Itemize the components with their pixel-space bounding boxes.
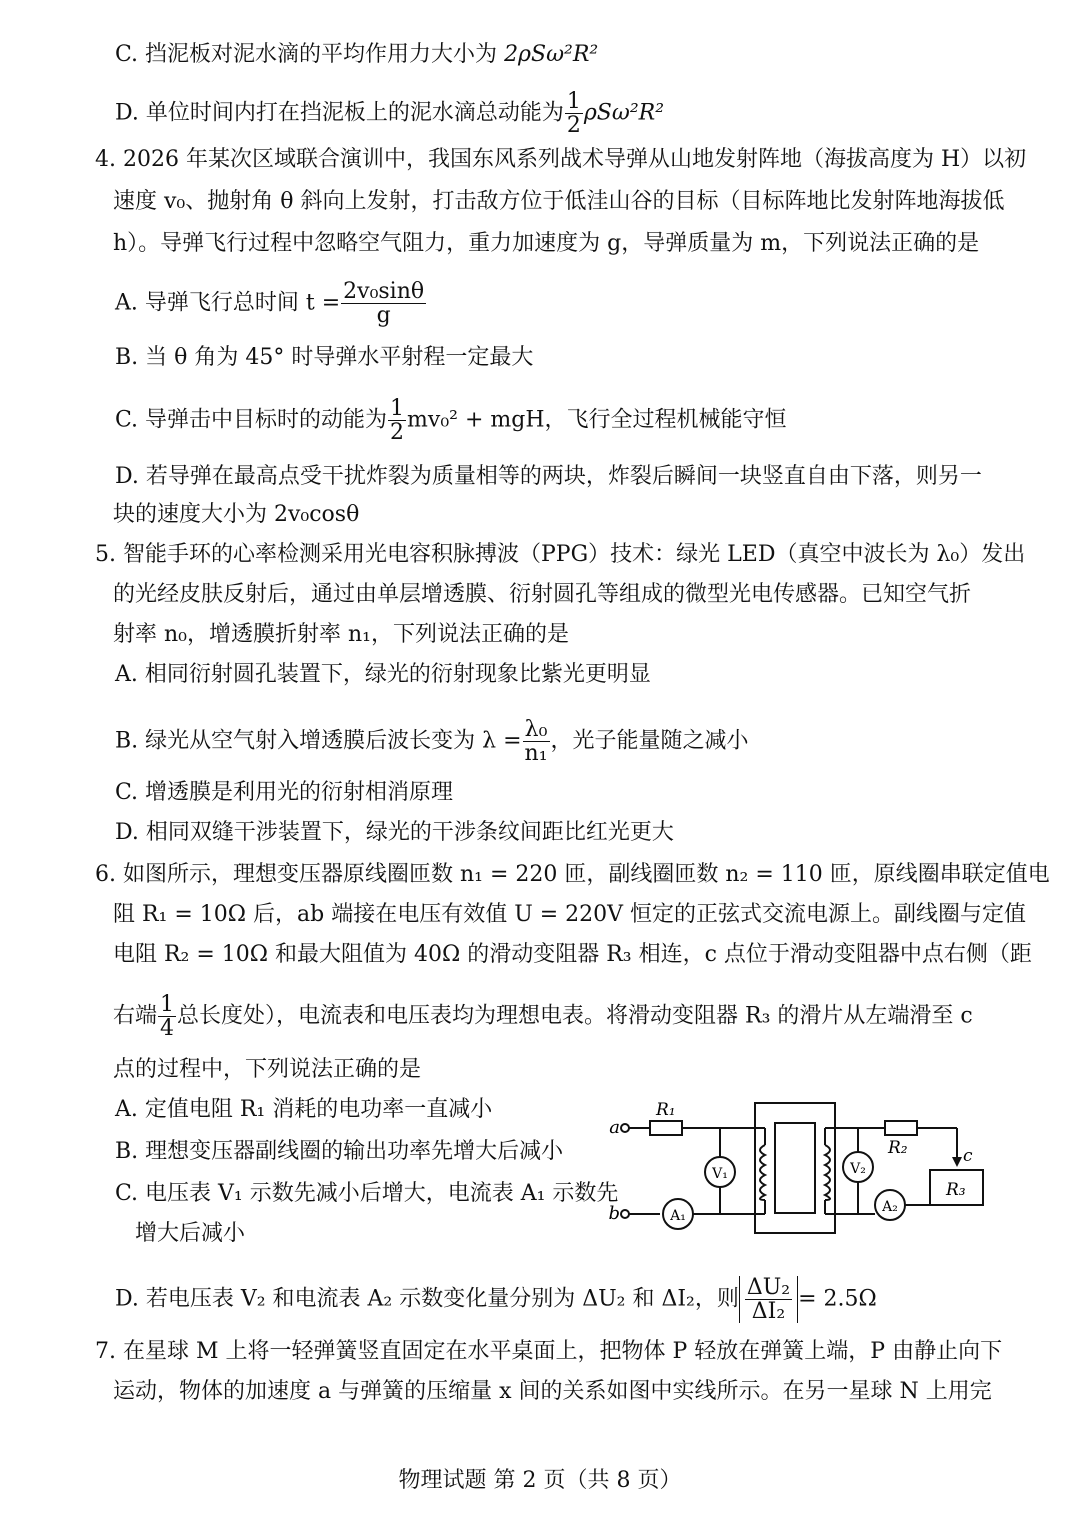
r3-label: R₃ (946, 1180, 966, 1200)
q3-option-c (115, 40, 598, 70)
terminal-a-label: a (609, 1117, 620, 1138)
option-text-tail: ，光子能量随之减小 (550, 728, 749, 754)
q4-option-a (115, 280, 427, 327)
q7-stem-line2: 运动，物体的加速度 a 与弹簧的压缩量 x 间的关系如图中实线所示。在另一星球 N 上用完 (113, 1379, 992, 1404)
fraction-quarter: $\frac{1}{4}$ (160, 992, 175, 1042)
option-text: A. 导弹飞行总时间 t = (115, 290, 341, 316)
q6-stem-line1: 6. 如图所示，理想变压器原线圈匝数 n₁ = 220 匝，副线圈匝数 n₂ = 110 匝，原线圈串联定值电 (95, 862, 1050, 887)
fraction-half: $\frac{1}{2}$ (566, 89, 581, 139)
option-expr: ρSω²R² (583, 100, 665, 126)
option-label: D. (115, 100, 139, 126)
page-footer: 物理试题 第 2 页（共 8 页） (398, 1468, 682, 1493)
q6-option-d (115, 1276, 877, 1323)
q5-option-b (115, 718, 749, 765)
option-text: B. 绿光从空气射入增透膜后波长变为 λ = (115, 728, 522, 754)
q6-option-c-line2: 增大后减小 (135, 1221, 246, 1246)
r2-label: R₂ (888, 1138, 908, 1158)
c-point-label: c (963, 1146, 973, 1166)
fraction: $\frac{\text{ΔU₂}}{\text{ΔI₂}}$ (746, 1275, 791, 1325)
q4-stem-line3: h）。导弹飞行过程中忽略空气阻力，重力加速度为 g，导弹质量为 m，下列说法正确的是 (113, 231, 980, 256)
r1-label: R₁ (656, 1100, 676, 1120)
q6-stem-line5: 点的过程中，下列说法正确的是 (113, 1057, 422, 1082)
option-text: D. 若电压表 V₂ 和电流表 A₂ 示数变化量分别为 ΔU₂ 和 ΔI₂，则 (115, 1286, 739, 1312)
option-text: 挡泥板对泥水滴的平均作用力大小为 (145, 42, 498, 67)
a2-label: A₂ (882, 1199, 898, 1215)
a1-label: A₁ (670, 1208, 686, 1224)
v1-label: V₁ (712, 1166, 728, 1182)
q6-option-a: A. 定值电阻 R₁ 消耗的电功率一直减小 (115, 1097, 493, 1122)
transformer-circuit-diagram (600, 1095, 1000, 1245)
q5-option-a: A. 相同衍射圆孔装置下，绿光的衍射现象比紫光更明显 (115, 662, 651, 687)
q4-option-d-line2: 块的速度大小为 2v₀cosθ (113, 502, 360, 527)
q6-stem-line4: 右端 $\frac{1}{4}$ 总长度处），电流表和电压表均为理想电表。将滑动变阻器 R₃ 的滑片从左端滑至 c (113, 992, 973, 1042)
q4-stem-line1: 4. 2026 年某次区域联合演训中，我国东风系列战术导弹从山地发射阵地（海拔高度为 H）以初 (95, 147, 1027, 172)
q3-option-d (115, 90, 664, 137)
terminal-b-label: b (608, 1203, 620, 1224)
q4-option-d-line1: D. 若导弹在最高点受干扰炸裂为质量相等的两块，炸裂后瞬间一块竖直自由下落，则另一 (115, 464, 982, 489)
absolute-value (739, 1276, 798, 1323)
q5-stem-line3: 射率 n₀，增透膜折射率 n₁，下列说法正确的是 (113, 622, 569, 647)
q4-stem-line2: 速度 v₀、抛射角 θ 斜向上发射，打击敌方位于低洼山谷的目标（目标阵地比发射阵地海拔低 (113, 189, 1005, 214)
option-text-tail: = 2.5Ω (798, 1286, 877, 1312)
v2-label: V₂ (850, 1161, 866, 1177)
q5-stem-line1: 5. 智能手环的心率检测采用光电容积脉搏波（PPG）技术：绿光 LED（真空中波长为 λ₀）发出 (95, 542, 1026, 567)
option-expr: 2ρSω²R² (504, 42, 599, 67)
q5-option-c: C. 增透膜是利用光的衍射相消原理 (115, 780, 454, 805)
option-label: C. (115, 42, 139, 67)
q4-option-b: B. 当 θ 角为 45° 时导弹水平射程一定最大 (115, 345, 534, 370)
q6-stem-line3: 电阻 R₂ = 10Ω 和最大阻值为 40Ω 的滑动变阻器 R₃ 相连，c 点位于滑动变阻器中点右侧（距 (113, 942, 1032, 967)
q6-stem-line2: 阻 R₁ = 10Ω 后，ab 端接在电压有效值 U = 220V 恒定的正弦式交流电源上。副线圈与定值 (113, 902, 1027, 927)
q5-option-d: D. 相同双缝干涉装置下，绿光的干涉条纹间距比红光更大 (115, 820, 674, 845)
fraction: $\frac{\text{λ₀}}{\text{n₁}}$ (524, 717, 548, 767)
fraction: $\frac{\text{2v₀sinθ}}{g}$ (343, 279, 425, 329)
option-text: 单位时间内打在挡泥板上的泥水滴总动能为 (145, 100, 564, 126)
q6-option-c-line1: C. 电压表 V₁ 示数先减小后增大，电流表 A₁ 示数先 (115, 1181, 619, 1206)
option-text-tail: mv₀² + mgH，飞行全过程机械能守恒 (407, 407, 787, 433)
q5-stem-line2: 的光经皮肤反射后，通过由单层增透膜、衍射圆孔等组成的微型光电传感器。已知空气折 (113, 582, 972, 607)
fraction-half: $\frac{1}{2}$ (390, 396, 405, 446)
q4-option-c (115, 397, 787, 444)
q7-stem-line1: 7. 在星球 M 上将一轻弹簧竖直固定在水平桌面上，把物体 P 轻放在弹簧上端，P 由静止向下 (95, 1339, 1003, 1364)
option-text: C. 导弹击中目标时的动能为 (115, 407, 388, 433)
q6-option-b: B. 理想变压器副线圈的输出功率先增大后减小 (115, 1139, 564, 1164)
